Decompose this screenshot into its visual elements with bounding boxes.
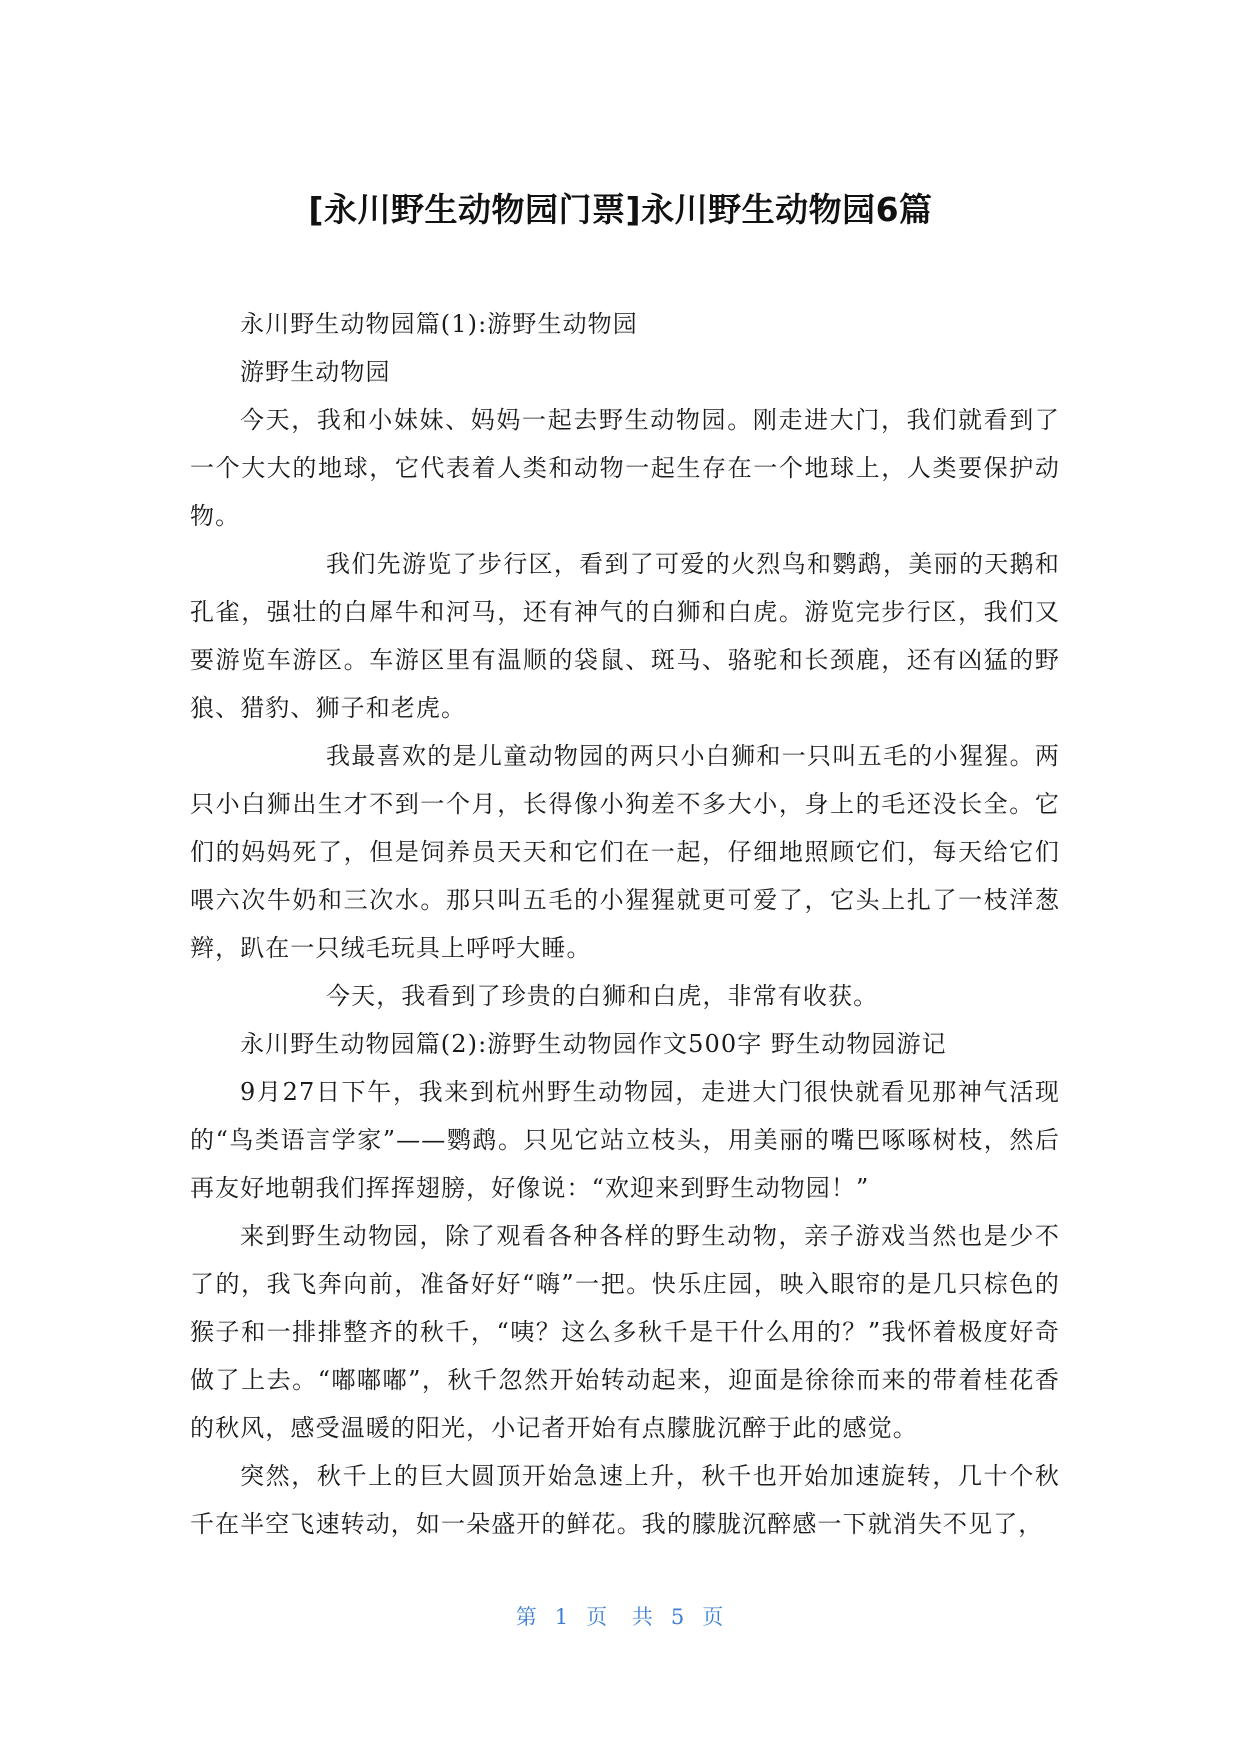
paragraph: 9月27日下午，我来到杭州野生动物园，走进大门很快就看见那神气活现的“鸟类语言学家”——鹦鹉。只见它站立枝头，用美丽的嘴巴啄啄树枝，然后再友好地朝我们挥挥翅膀，好像说：“欢迎来到野生动物园！” bbox=[190, 1078, 1060, 1202]
paragraph: 今天，我看到了珍贵的白狮和白虎，非常有收获。 bbox=[326, 982, 879, 1010]
footer-label-page: 第 bbox=[515, 1605, 539, 1629]
document-body bbox=[190, 300, 1060, 1548]
footer-label-of: 页 共 bbox=[586, 1605, 655, 1629]
footer-current-page: 1 bbox=[554, 1605, 571, 1629]
document-title: [永川野生动物园门票]永川野生动物园6篇 bbox=[308, 190, 933, 229]
paragraph: 突然，秋千上的巨大圆顶开始急速上升，秋千也开始加速旋转，几十个秋千在半空飞速转动，如一朵盛开的鲜花。我的朦胧沉醉感一下就消失不见了， bbox=[190, 1462, 1060, 1538]
footer-total-pages: 5 bbox=[670, 1605, 687, 1629]
paragraph: 今天，我和小妹妹、妈妈一起去野生动物园。刚走进大门，我们就看到了一个大大的地球，它代表着人类和动物一起生存在一个地球上，人类要保护动物。 bbox=[190, 406, 1060, 530]
page-footer bbox=[0, 1602, 1241, 1632]
paragraph: 来到野生动物园，除了观看各种各样的野生动物，亲子游戏当然也是少不了的，我飞奔向前，准备好好“嗨”一把。快乐庄园，映入眼帘的是几只棕色的猴子和一排排整齐的秋千，“咦？这么多秋千是干什么用的？”我怀着极度好奇做了上去。“嘟嘟嘟”，秋千忽然开始转动起来，迎面是徐徐而来的带着桂花香的秋风，感受温暖的阳光，小记者开始有点朦胧沉醉于此的感觉。 bbox=[190, 1222, 1060, 1442]
section-heading-1: 永川野生动物园篇(1):游野生动物园 bbox=[240, 310, 638, 338]
section-heading-2: 永川野生动物园篇(2):游野生动物园作文500字 野生动物园游记 bbox=[240, 1030, 947, 1058]
subheading: 游野生动物园 bbox=[240, 358, 391, 386]
footer-label-pages: 页 bbox=[702, 1605, 726, 1629]
paragraph: 我最喜欢的是儿童动物园的两只小白狮和一只叫五毛的小猩猩。两只小白狮出生才不到一个月，长得像小狗差不多大小，身上的毛还没长全。它们的妈妈死了，但是饲养员天天和它们在一起，仔细地照顾它们，每天给它们喂六次牛奶和三次水。那只叫五毛的小猩猩就更可爱了，它头上扎了一枝洋葱辫，趴在一只绒毛玩具上呼呼大睡。 bbox=[190, 742, 1060, 962]
paragraph: 我们先游览了步行区，看到了可爱的火烈鸟和鹦鹉，美丽的天鹅和孔雀，强壮的白犀牛和河马，还有神气的白狮和白虎。游览完步行区，我们又要游览车游区。车游区里有温顺的袋鼠、斑马、骆驼和长颈鹿，还有凶猛的野狼、猎豹、狮子和老虎。 bbox=[190, 550, 1060, 722]
